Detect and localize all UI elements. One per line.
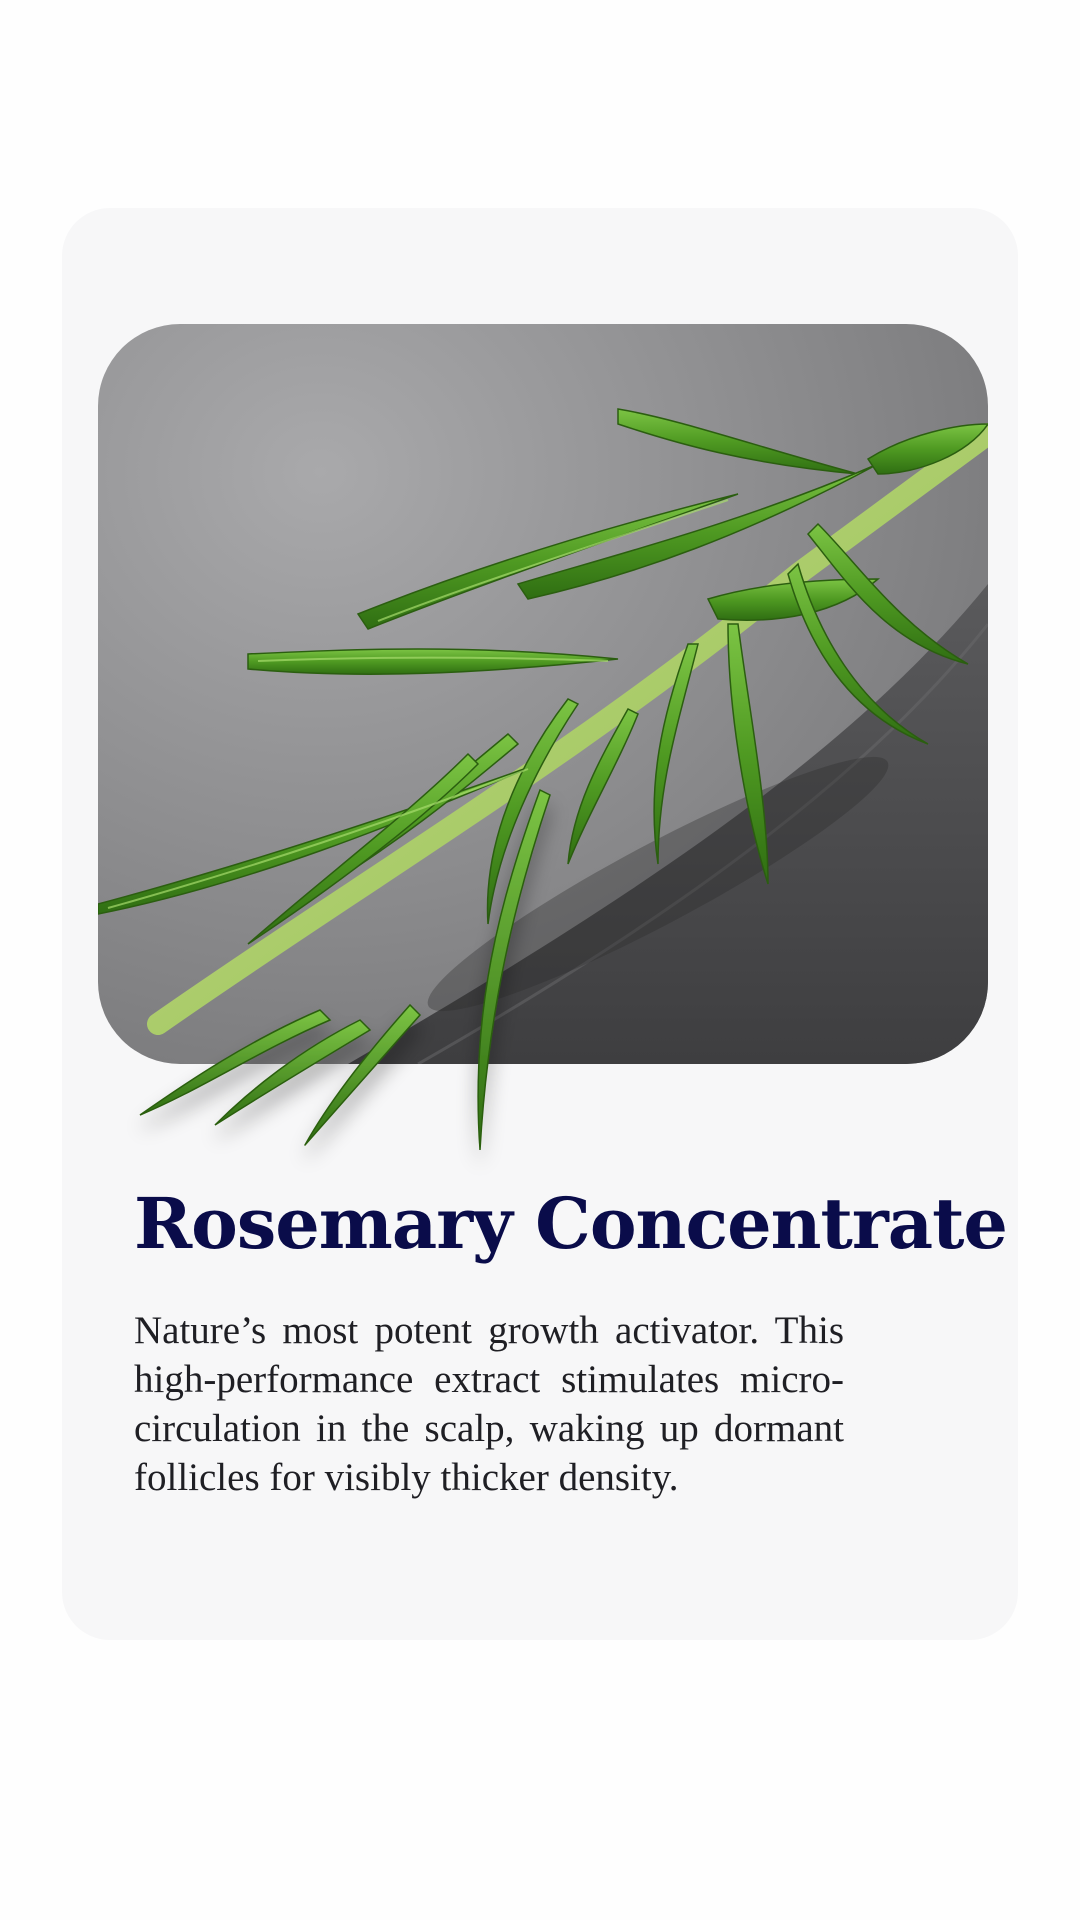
rosemary-image xyxy=(98,324,988,1064)
product-description: Nature’s most potent growth activator. This high-performance extract stimulates micro-circulation in the scalp, waking up dormant follicles for visibly thicker density. xyxy=(134,1309,844,1499)
product-title: Rosemary Concentrate xyxy=(134,1182,1007,1265)
rosemary-photo-illustration xyxy=(98,324,988,1064)
